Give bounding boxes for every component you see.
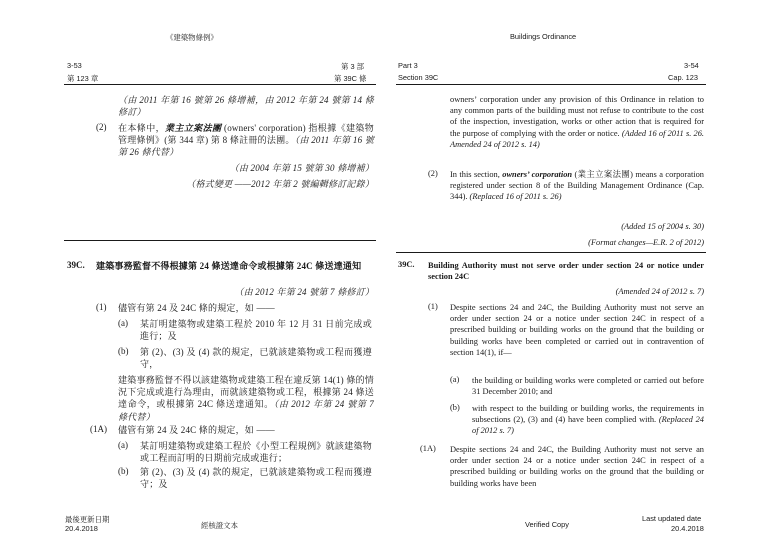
left-p1-tail-text: 建築事務監督不得以該建築物或建築工程在違反第 14(1) 條的情況下完成或進行為理由，而就該建築物或工程，根據第 24 條送達命令，或根據第 24C 條送達通知。 — [118, 375, 374, 410]
left-s39c-heading: 建築事務監督不得根據第 24 條送達命令或根據第 24C 條送達通知 — [96, 261, 362, 271]
right-p1b-label: (b) — [450, 403, 460, 412]
left-format-note: （格式變更 ——2012 年第 2 號編輯修訂記錄） — [186, 179, 374, 189]
right-p1A-text: Despite sections 24 and 24C, the Building Authority must not serve an order under section 24 or a notice under section 24C in respect of a prescribed building or building works on the ground that the building or building works have been — [450, 445, 704, 488]
left-footer-date: 20.4.2018 — [65, 524, 98, 533]
left-section-label: 第 39C 條 — [334, 74, 367, 83]
left-p1Aa-label: (a) — [118, 440, 128, 450]
right-section-label: Section 39C — [398, 73, 439, 82]
left-p1a-text: 某訂明建築物或建築工程於 2010 年 12 月 31 日前完成或進行；及 — [140, 319, 372, 342]
left-header-rule — [64, 84, 376, 85]
right-p2-text — [450, 169, 704, 203]
right-p2-number: (2) — [428, 169, 438, 178]
left-p2-post: (owners' corporation) 指根據《建築物管理條例》(第 344 章) 第 8 條註冊的法團。 — [118, 123, 374, 146]
right-footer-verified: Verified Copy — [525, 520, 569, 529]
left-p1Ab-text: 第 (2)、(3) 及 (4) 款的規定，已就該建築物或工程而獲遵守；及 — [140, 467, 372, 490]
right-continuation-text: owners’ corporation under any provision of this Ordinance in relation to any common parts of the building must not refuse to contribute to the cost of the inspection, investigation, works or other action that is required for the purpose of complying with the order or notice. — [450, 95, 704, 138]
left-p1A-text: 儘管有第 24 及 24C 條的規定，如 —— — [118, 425, 275, 435]
right-p1-number: (1) — [428, 302, 438, 311]
right-p2-term: owners’ corporation — [502, 170, 573, 179]
left-p1a-label: (a) — [118, 318, 128, 328]
right-footer-date: 20.4.2018 — [671, 524, 704, 533]
left-p1Aa-text: 某訂明建築物或建築工程於《小型工程規例》就該建築物或工程而訂明的日期前完成或進行； — [140, 441, 372, 464]
left-p1b-text: 第 (2)、(3) 及 (4) 款的規定，已就該建築物或工程而獲遵守， — [140, 347, 372, 370]
left-page-number: 3-53 — [67, 61, 82, 70]
left-p1-text: 儘管有第 24 及 24C 條的規定，如 —— — [118, 303, 275, 313]
right-page-number: 3-54 — [684, 61, 699, 70]
right-p1a-label: (a) — [450, 375, 460, 384]
left-footer-label: 最後更新日期 — [65, 515, 110, 524]
left-p2-term: 業主立案法團 — [164, 123, 222, 133]
right-p2-pre: In this section, — [450, 170, 503, 179]
left-running-title: 《建築物條例》 — [166, 33, 218, 42]
left-footer-verified: 經核證文本 — [201, 521, 238, 530]
left-p1-tail-amend: （由 2012 年第 24 號第 7 條代替） — [118, 399, 374, 422]
left-p1Ab-label: (b) — [118, 466, 129, 476]
right-continuation-amend: (Added 16 of 2011 s. 26. Amended 24 of 2012 s. 14) — [450, 128, 705, 149]
left-p2-amend: （由 2011 年第 16 號第 26 條代替） — [118, 135, 374, 158]
right-p2-amend: (Replaced 16 of 2011 s. 26) — [469, 192, 562, 202]
right-continuation — [450, 94, 704, 150]
left-p2-pre: 在本條中， — [118, 123, 165, 133]
left-chapter-label: 第 123 章 — [67, 74, 99, 83]
right-running-title: Buildings Ordinance — [510, 32, 577, 41]
left-s39c-number: 39C. — [67, 260, 85, 270]
right-s39c-heading: Building Authority must not serve order under section 24 or notice under section 24C — [428, 261, 704, 282]
left-p2-text — [118, 122, 374, 159]
left-p1-number: (1) — [96, 302, 107, 312]
left-p1-tail — [118, 374, 374, 423]
right-header-rule — [396, 84, 706, 85]
left-p1A-number: (1A) — [90, 424, 107, 434]
right-s39c-amendment: (Amended 24 of 2012 s. 7) — [615, 287, 704, 296]
right-format-note: (Format changes—E.R. 2 of 2012) — [588, 238, 704, 247]
right-p2-post: (業主立案法團) means a corporation registered under section 8 of the Building Management Ordinance (Cap. 344). — [450, 170, 704, 202]
left-s39c-amendment: （由 2012 年第 24 號第 7 條修訂） — [234, 287, 374, 297]
left-top-amendment: （由 2011 年第 16 號第 26 條增補，由 2012 年第 24 號第 14 條修訂） — [118, 95, 374, 118]
left-section-rule — [64, 240, 376, 241]
right-p1b-amend: (Replaced 24 of 2012 s. 7) — [472, 415, 704, 436]
left-p1b-label: (b) — [118, 346, 129, 356]
right-part-label: Part 3 — [398, 61, 418, 70]
right-p1A-number: (1A) — [420, 444, 436, 453]
right-added-note: (Added 15 of 2004 s. 30) — [621, 222, 704, 231]
right-p1a-text: the building or building works were completed or carried out before 31 December 2010; and — [472, 376, 704, 397]
left-p2-number: (2) — [96, 122, 107, 132]
right-chapter-label: Cap. 123 — [668, 73, 698, 82]
right-section-rule — [396, 252, 706, 253]
right-footer-label: Last updated date — [642, 514, 702, 523]
right-p1b-body: with respect to the building or building works, the requirements in subsections (2), (3) and (4) have been complied with. — [472, 404, 704, 425]
right-s39c-number: 39C. — [398, 260, 415, 269]
right-p1b-text — [472, 403, 704, 437]
left-part-label: 第 3 部 — [341, 62, 364, 71]
left-added-note: （由 2004 年第 15 號第 30 條增補） — [229, 163, 374, 173]
right-p1-text: Despite sections 24 and 24C, the Building Authority must not serve an order under section 24 or a notice under section 24C in respect of a prescribed building or building works on the ground that the building or building works have been completed or carried out in contravention of section 14(1), if— — [450, 303, 704, 357]
